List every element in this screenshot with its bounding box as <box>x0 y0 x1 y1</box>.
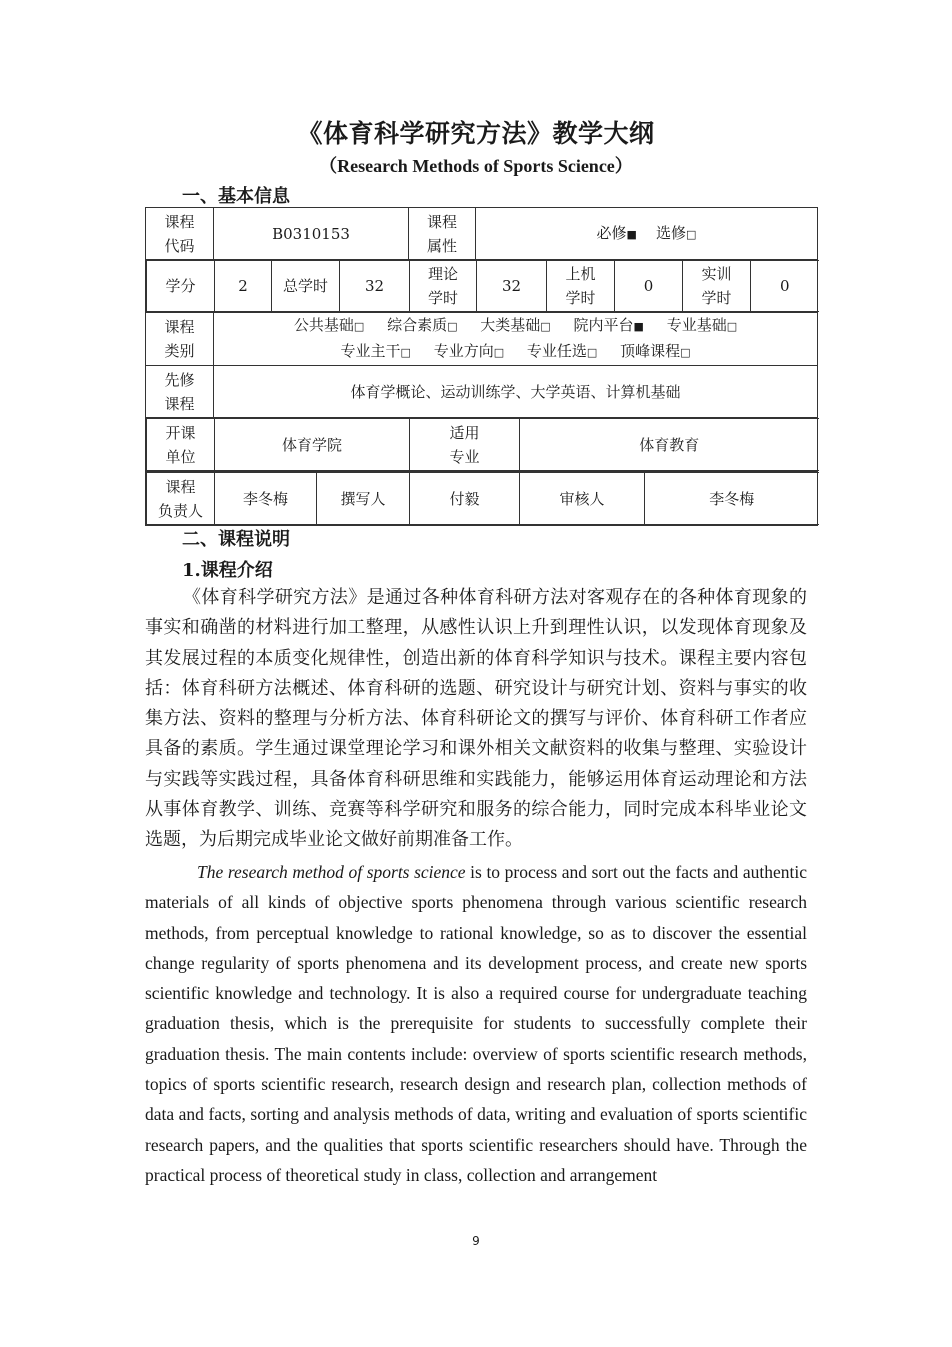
computer-hours-value: 0 <box>615 261 683 312</box>
unchecked-box-icon: □ <box>493 346 505 359</box>
document-title: 《体育科学研究方法》教学大纲 <box>297 119 655 148</box>
course-attr-value: 必修■ 选修□ <box>476 208 818 260</box>
applicable-major-label: 适用 专业 <box>410 419 520 471</box>
offering-unit-label: 开课 单位 <box>147 419 215 471</box>
unchecked-box-icon: □ <box>726 320 738 333</box>
unchecked-box-icon: □ <box>680 346 691 359</box>
computer-hours-label: 上机 学时 <box>547 261 615 312</box>
theory-hours-label: 理论 学时 <box>410 261 477 312</box>
category-line-2: 专业主干□ 专业方向□ 专业任选□ 顶峰课程□ <box>340 342 691 360</box>
course-category-value <box>214 313 818 366</box>
total-hours-label: 总学时 <box>272 261 340 312</box>
checked-box-icon: ■ <box>626 227 637 241</box>
section-heading-course-description: 二、课程说明 <box>182 529 290 550</box>
course-owner-value: 李冬梅 <box>215 473 317 525</box>
checked-box-icon: ■ <box>633 320 644 333</box>
intro-paragraph-english: The research method of sports science is to process and sort out the facts and authentic materials of all kinds of objective sports phenomena through various scientific research methods, from perceptual knowledge to rational knowledge, so as to discover the essential change regularity of sports phenomena and its development process, and create new sports scientific knowledge and technology. It is also a required course for undergraduate teaching graduation thesis, which is the prerequisite for students to successfully complete their graduation thesis. The main contents include: overview of sports scientific research methods, topics of sports scientific research, research design and research plan, collection methods of data and facts, sorting and analysis methods of data, writing and evaluation of sports scientific research papers, and the qualities that sports scientific researchers should have. Through the practical process of theoretical study in class, collection and arrangement <box>145 862 807 1185</box>
section-heading-basic-info: 一、基本信息 <box>182 186 290 207</box>
practice-hours-value: 0 <box>751 261 819 312</box>
credit-value: 2 <box>215 261 272 312</box>
table-row <box>146 208 818 260</box>
unchecked-box-icon: □ <box>586 346 598 359</box>
table-row <box>146 260 818 313</box>
page-number: 9 <box>472 1234 480 1248</box>
course-code-value: B0310153 <box>214 208 409 260</box>
unchecked-box-icon: □ <box>540 320 551 333</box>
practice-hours-label: 实训 学时 <box>683 261 751 312</box>
reviewer-label: 审核人 <box>520 473 645 525</box>
unchecked-box-icon: □ <box>400 346 411 359</box>
writer-value: 付毅 <box>410 473 520 525</box>
offering-unit-value: 体育学院 <box>215 419 410 471</box>
credit-label: 学分 <box>147 261 215 312</box>
unchecked-box-icon: □ <box>353 320 365 333</box>
category-line-1: 公共基础□ 综合素质□ 大类基础□ 院内平台■ 专业基础□ <box>293 316 738 334</box>
course-attr-label: 课程 属性 <box>409 208 476 260</box>
unit-row <box>146 418 819 471</box>
reviewer-value: 李冬梅 <box>645 473 819 525</box>
table-row <box>146 418 818 472</box>
writer-label: 撰写人 <box>317 473 410 525</box>
prerequisite-label: 先修 课程 <box>146 366 214 418</box>
intro-paragraph-chinese: 《体育科学研究方法》是通过各种体育科研方法对客观存在的各种体育现象的事实和确凿的材料进行加工整理，从感性认识上升到理性认识，以发现体育现象及其发展过程的本质变化规律性，创造出新的体育科学知识与技术。课程主要内容包括：体育科研方法概述、体育科研的选题、研究设计与研究计划、资料与事实的收集方法、资料的整理与分析方法、体育科研论文的撰写与评价、体育科研工作者应具备的素质。学生通过课堂理论学习和课外相关文献资料的收集与整理、实验设计与实践等实践过程，具备体育科研思维和实践能力，能够运用体育运动理论和方法从事体育教学、训练、竞赛等科学研究和服务的综合能力，同时完成本科毕业论文选题，为后期完成毕业论文做好前期准备工作。 <box>145 587 807 851</box>
document-subtitle: （Research Methods of Sports Science） <box>319 156 633 176</box>
hours-row <box>146 260 819 312</box>
course-code-label: 课程 代码 <box>146 208 214 260</box>
table-row <box>146 366 818 418</box>
basic-info-table <box>145 207 818 526</box>
subsection-heading-course-intro: 1.课程介绍 <box>182 560 273 581</box>
course-name-italic: The research method of sports science <box>197 862 466 882</box>
course-category-label: 课程 类别 <box>146 313 214 366</box>
total-hours-value: 32 <box>340 261 410 312</box>
unchecked-box-icon: □ <box>686 227 697 241</box>
theory-hours-value: 32 <box>477 261 547 312</box>
owner-row <box>146 472 819 525</box>
table-row <box>146 472 818 526</box>
course-owner-label: 课程 负责人 <box>147 473 215 525</box>
unchecked-box-icon: □ <box>447 320 458 333</box>
table-row <box>146 313 818 366</box>
applicable-major-value: 体育教育 <box>520 419 819 471</box>
prerequisite-value: 体育学概论、运动训练学、大学英语、计算机基础 <box>214 366 818 418</box>
